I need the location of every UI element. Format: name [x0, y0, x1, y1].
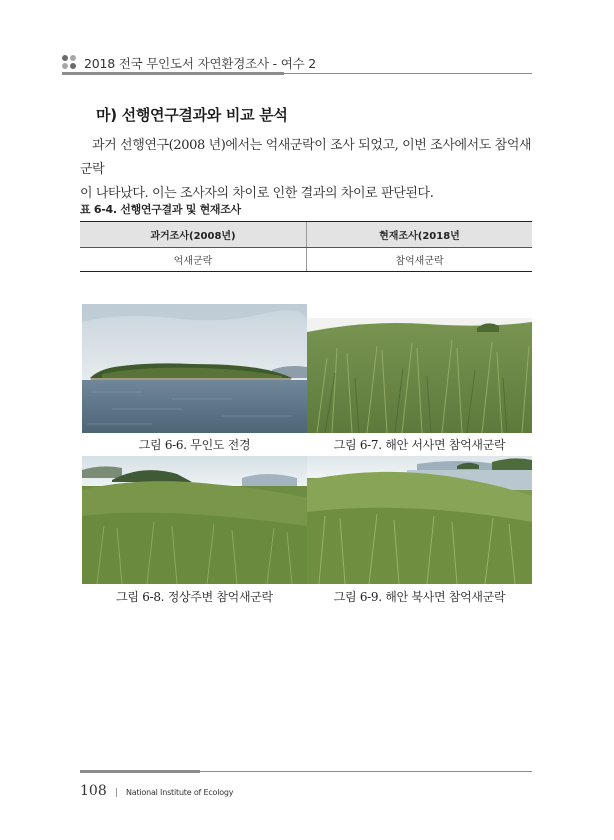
body-paragraph [80, 134, 535, 206]
figure-caption-6-9: 그림 6-9. 해안 북사면 참억새군락 [333, 590, 506, 604]
paragraph-line-2: 이 나타났다. 이는 조사자의 차이로 인한 결과의 차이로 판단된다. [80, 186, 434, 201]
running-header [62, 48, 532, 78]
figure-caption-6-6: 그림 6-6. 무인도 전경 [138, 438, 251, 452]
table-header-current: 현재조사(2018년 [307, 222, 533, 248]
header-rule-accent [62, 72, 284, 75]
table-cell-current: 참억새군락 [307, 248, 533, 272]
comparison-table [80, 221, 532, 272]
table-header-past: 과거조사(2008년) [80, 222, 307, 248]
photo-island-panorama [82, 304, 307, 433]
page-number: 108 [80, 783, 107, 799]
photo-grassland-north-slope [307, 456, 532, 584]
table-header-row [80, 222, 532, 248]
photo-grassland-summit [82, 456, 307, 584]
footer-separator: | [114, 788, 118, 798]
header-dots-icon [62, 55, 78, 71]
page-footer [80, 780, 233, 799]
paragraph-line-1: 과거 선행연구(2008 년)에서는 억새군락이 조사 되었고, 이번 조사에서도 참억새군락 [80, 138, 532, 177]
header-title: 2018 전국 무인도서 자연환경조사 - 여수 2 [84, 56, 316, 71]
figure-caption-6-8: 그림 6-8. 정상주변 참억새군락 [116, 590, 273, 604]
footer-organization: National Institute of Ecology [125, 788, 234, 797]
section-title: 마) 선행연구결과와 비교 분석 [96, 106, 288, 124]
table-cell-past: 억새군락 [80, 248, 307, 272]
footer-rule-accent [80, 770, 200, 773]
photo-grassland-west-slope [307, 318, 532, 433]
table-row [80, 248, 532, 272]
figure-caption-6-7: 그림 6-7. 해안 서사면 참억새군락 [333, 438, 506, 452]
table-caption: 표 6-4. 선행연구결과 및 현재조사 [80, 203, 241, 216]
